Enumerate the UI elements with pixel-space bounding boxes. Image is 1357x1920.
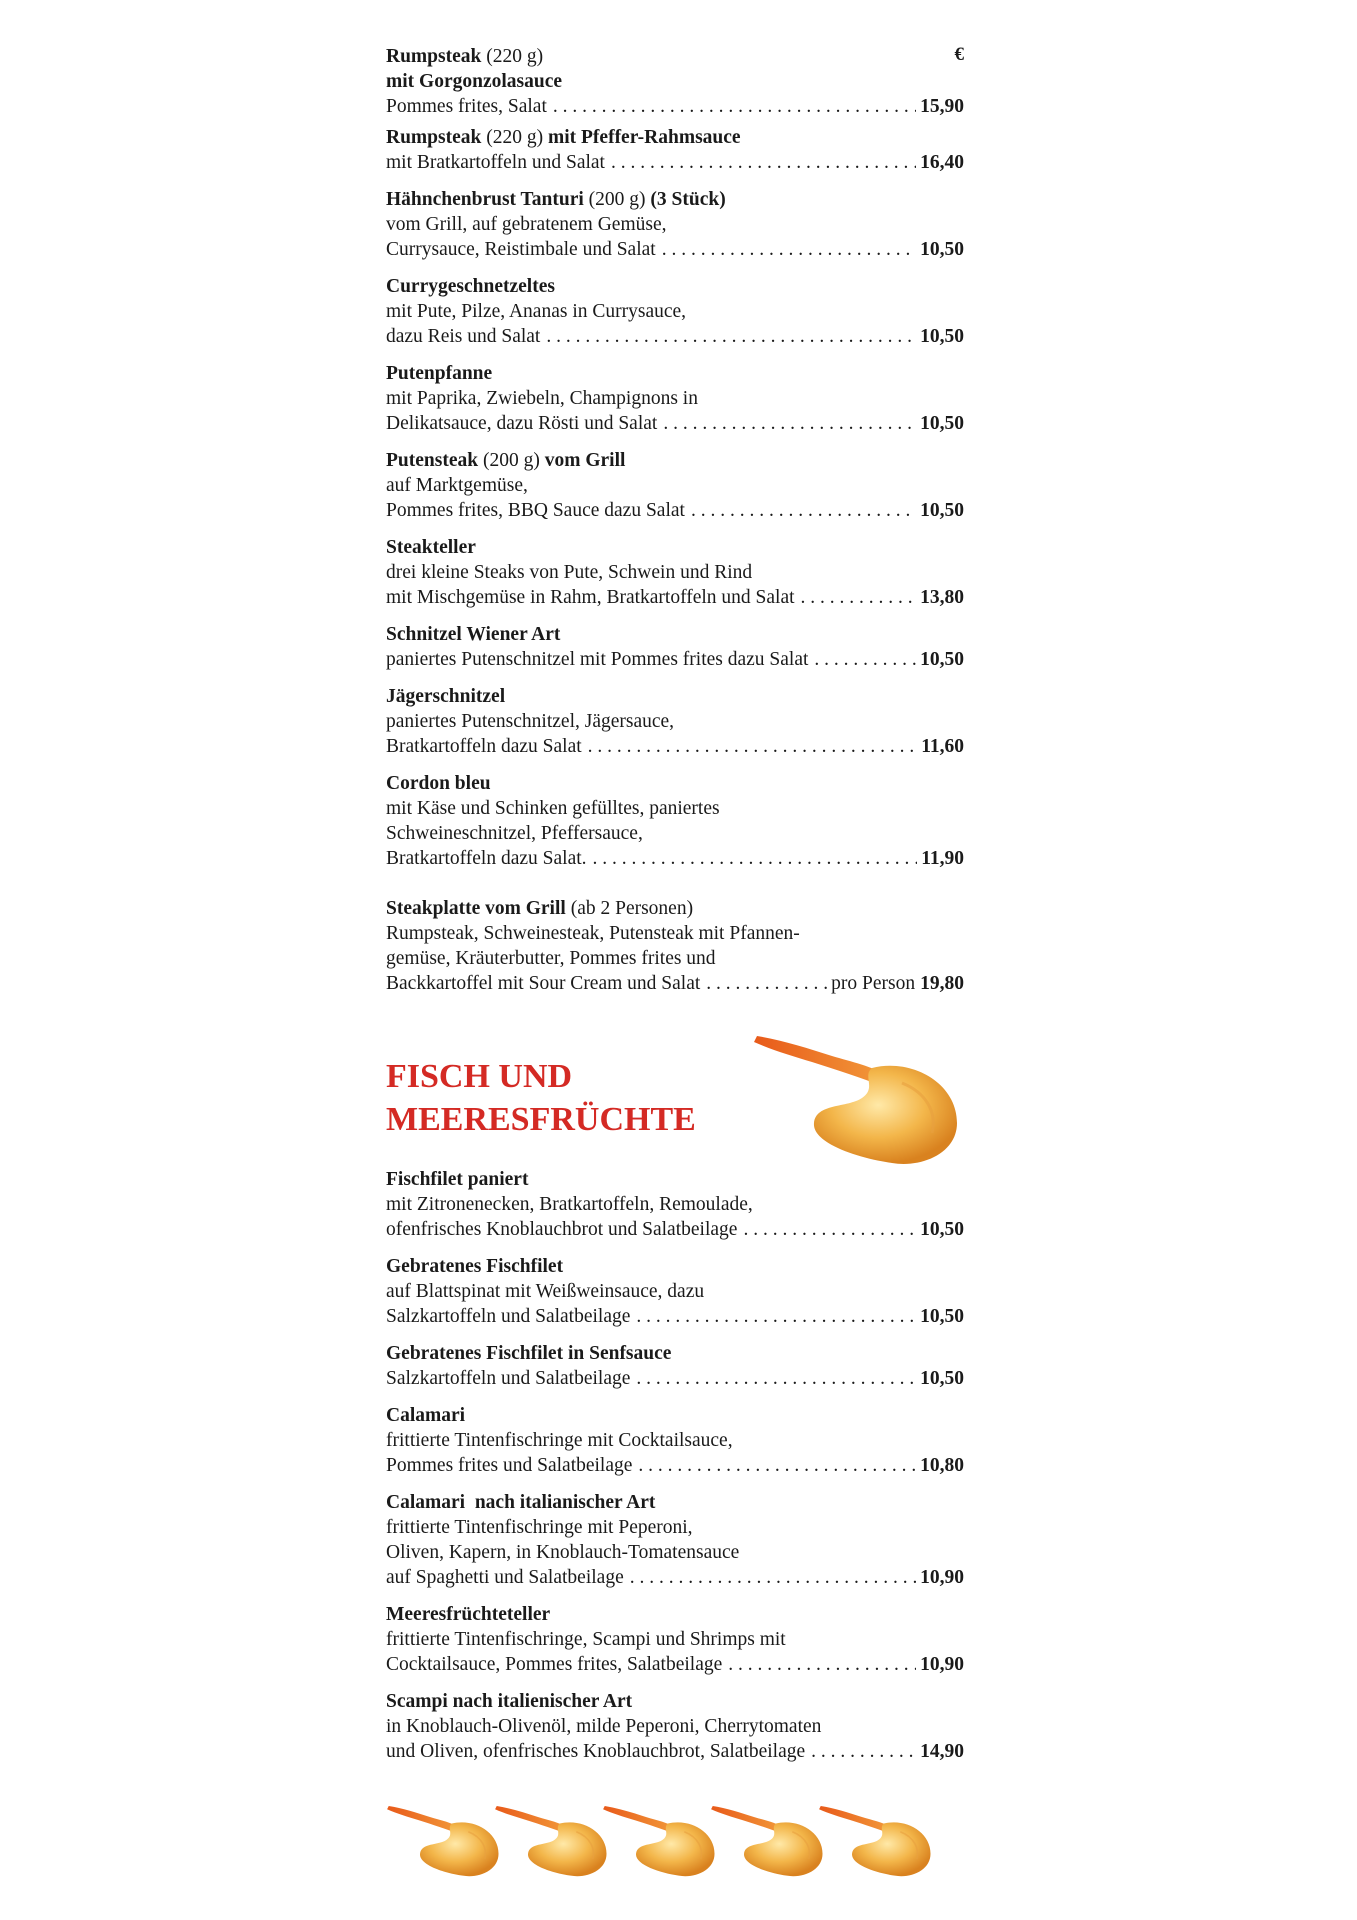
menu-item-haehnchenbrust: Hähnchenbrust Tanturi (200 g) (3 Stück) vom Grill, auf gebratenem Gemüse, Currysauce, Reistimbale und Salat . . . 10,50 (386, 187, 964, 262)
shrimp-icon (386, 1786, 504, 1894)
menu-item-fischfilet-paniert: Fischfilet paniert mit Zitronenecken, Bratkartoffeln, Remoulade, ofenfrisches Knoblauchbrot und Salatbeilage . . . 10,50 (386, 1167, 964, 1242)
menu-item-fischfilet-senfsauce: Gebratenes Fischfilet in Senfsauce Salzkartoffeln und Salatbeilage . . . 10,50 (386, 1341, 964, 1391)
price: 19,80 (920, 973, 964, 994)
shrimp-row-icon (386, 1786, 966, 1896)
price: 10,90 (920, 1567, 964, 1588)
price: 10,90 (920, 1654, 964, 1675)
price: 10,50 (920, 1368, 964, 1389)
shrimp-icon (602, 1786, 720, 1894)
menu-item-putenpfanne: Putenpfanne mit Paprika, Zwiebeln, Champignons in Delikatsauce, dazu Rösti und Salat . . . 10,50 (386, 361, 964, 436)
menu-item-calamari: Calamari frittierte Tintenfischringe mit Cocktailsauce, Pommes frites und Salatbeilage . . . 10,80 (386, 1403, 964, 1478)
menu-item-jaegerschnitzel: Jägerschnitzel paniertes Putenschnitzel, Jägersauce, Bratkartoffeln dazu Salat . . . 11,60 (386, 684, 964, 759)
shrimp-icon (494, 1786, 612, 1894)
section-title-fisch: FISCH UND MEERESFRÜCHTE (386, 1058, 696, 1138)
price: 10,50 (920, 500, 964, 521)
menu-item-rumpsteak-pfeffer: Rumpsteak (220 g) mit Pfeffer-Rahmsauce mit Bratkartoffeln und Salat . . . 16,40 (386, 125, 964, 175)
menu-item-scampi-italienisch: Scampi nach italienischer Art in Knoblauch-Olivenöl, milde Peperoni, Cherrytomaten und Oliven, ofenfrisches Knoblauchbrot, Salatbeilage . . . 14,90 (386, 1689, 964, 1764)
price: 13,80 (920, 587, 964, 608)
price: 10,50 (920, 649, 964, 670)
menu-item-steakteller: Steakteller drei kleine Steaks von Pute, Schwein und Rind mit Mischgemüse in Rahm, Bratkartoffeln und Salat . . . 13,80 (386, 535, 964, 610)
shrimp-icon (752, 1028, 967, 1168)
menu-item-gebratenes-fischfilet: Gebratenes Fischfilet auf Blattspinat mit Weißweinsauce, dazu Salzkartoffeln und Salatbeilage . . . 10,50 (386, 1254, 964, 1329)
price: 15,90 (920, 96, 964, 117)
currency-symbol: € (954, 44, 964, 65)
price: 10,50 (920, 1219, 964, 1240)
shrimp-icon (710, 1786, 828, 1894)
price: 10,50 (920, 239, 964, 260)
menu-item-rumpsteak-gorgonzola: Rumpsteak (220 g) mit Gorgonzolasauce Pommes frites, Salat . . . 15,90 (386, 44, 964, 119)
menu-item-schnitzel-wiener: Schnitzel Wiener Art paniertes Putenschnitzel mit Pommes frites dazu Salat . . . 10,50 (386, 622, 964, 672)
shrimp-icon (818, 1786, 936, 1894)
menu-item-currygeschnetzeltes: Currygeschnetzeltes mit Pute, Pilze, Ananas in Currysauce, dazu Reis und Salat . . . 10,50 (386, 274, 964, 349)
menu-item-cordon-bleu: Cordon bleu mit Käse und Schinken gefülltes, paniertes Schweineschnitzel, Pfeffersauce, Bratkartoffeln dazu Salat. . . . 11,90 (386, 771, 964, 871)
price: 10,50 (920, 326, 964, 347)
menu-item-putensteak: Putensteak (200 g) vom Grill auf Marktgemüse, Pommes frites, BBQ Sauce dazu Salat . . . 10,50 (386, 448, 964, 523)
price: 11,60 (921, 736, 964, 757)
menu-item-meeresfruechteteller: Meeresfrüchteteller frittierte Tintenfischringe, Scampi und Shrimps mit Cocktailsauce, Pommes frites, Salatbeilage . . . 10,90 (386, 1602, 964, 1677)
meat-section (386, 44, 964, 996)
price: 10,80 (920, 1455, 964, 1476)
menu-item-calamari-italienisch: Calamari nach italianischer Art frittierte Tintenfischringe mit Peperoni, Oliven, Kapern, in Knoblauch-Tomatensauce auf Spaghetti und Salatbeilage . . . 10,90 (386, 1490, 964, 1590)
price: 10,50 (920, 1306, 964, 1327)
price: 11,90 (921, 848, 964, 869)
price: 10,50 (920, 413, 964, 434)
menu-item-steakplatte: Steakplatte vom Grill (ab 2 Personen) Rumpsteak, Schweinesteak, Putensteak mit Pfannen- gemüse, Kräuterbutter, Pommes frites und Backkartoffel mit Sour Cream und Salat . . . pro Person 19,80 (386, 896, 964, 996)
price: 14,90 (920, 1741, 964, 1762)
price: 16,40 (920, 152, 964, 173)
fish-section (386, 1167, 964, 1764)
